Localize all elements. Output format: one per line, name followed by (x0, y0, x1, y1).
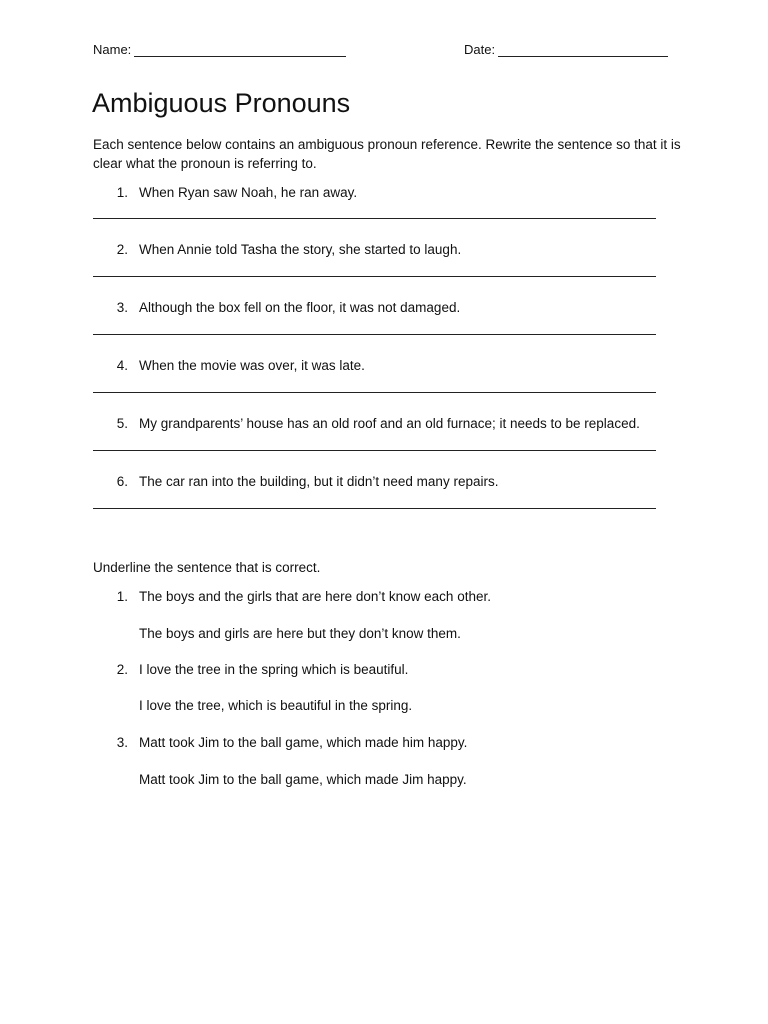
answer-line (93, 450, 656, 451)
item-sentence: The car ran into the building, but it didn’t need many repairs. (139, 474, 499, 489)
answer-line (93, 508, 656, 509)
item-sentence: When Ryan saw Noah, he ran away. (139, 185, 358, 200)
date-blank-line (498, 56, 668, 57)
choice-sentence-b: The boys and girls are here but they don’t know them. (139, 626, 461, 641)
item-sentence: Although the box fell on the floor, it was not damaged. (139, 300, 461, 315)
item-number: 3. (116, 300, 128, 315)
date-label: Date: (464, 42, 496, 57)
choice-sentence-a: The boys and the girls that are here don’t know each other. (139, 589, 491, 604)
answer-line (93, 276, 656, 277)
item-sentence: When Annie told Tasha the story, she started to laugh. (139, 242, 462, 257)
item-number: 4. (116, 358, 128, 373)
item-sentence: My grandparents’ house has an old roof and an old furnace; it needs to be replaced. (139, 416, 640, 431)
item-number: 2. (116, 242, 128, 257)
name-blank-line (134, 56, 346, 57)
item-number: 1. (116, 185, 128, 200)
answer-line (93, 334, 656, 335)
choice-sentence-a: I love the tree in the spring which is beautiful. (139, 662, 409, 677)
page-title: Ambiguous Pronouns (92, 88, 351, 118)
item-sentence: When the movie was over, it was late. (139, 358, 365, 373)
item-number: 2. (116, 662, 128, 677)
part2-instructions: Underline the sentence that is correct. (93, 560, 321, 575)
item-number: 5. (116, 416, 128, 431)
item-number: 1. (116, 589, 128, 604)
choice-sentence-b: Matt took Jim to the ball game, which made Jim happy. (139, 772, 467, 787)
choice-sentence-b: I love the tree, which is beautiful in the spring. (139, 698, 413, 713)
choice-sentence-a: Matt took Jim to the ball game, which made him happy. (139, 735, 468, 750)
part1-instructions: Each sentence below contains an ambiguous pronoun reference. Rewrite the sentence so that it is clear what the pronoun is referring to. (93, 137, 681, 171)
item-number: 3. (116, 735, 128, 750)
header-row (93, 42, 668, 60)
item-number: 6. (116, 474, 128, 489)
answer-line (93, 218, 656, 219)
name-label: Name: (93, 42, 132, 57)
answer-line (93, 392, 656, 393)
